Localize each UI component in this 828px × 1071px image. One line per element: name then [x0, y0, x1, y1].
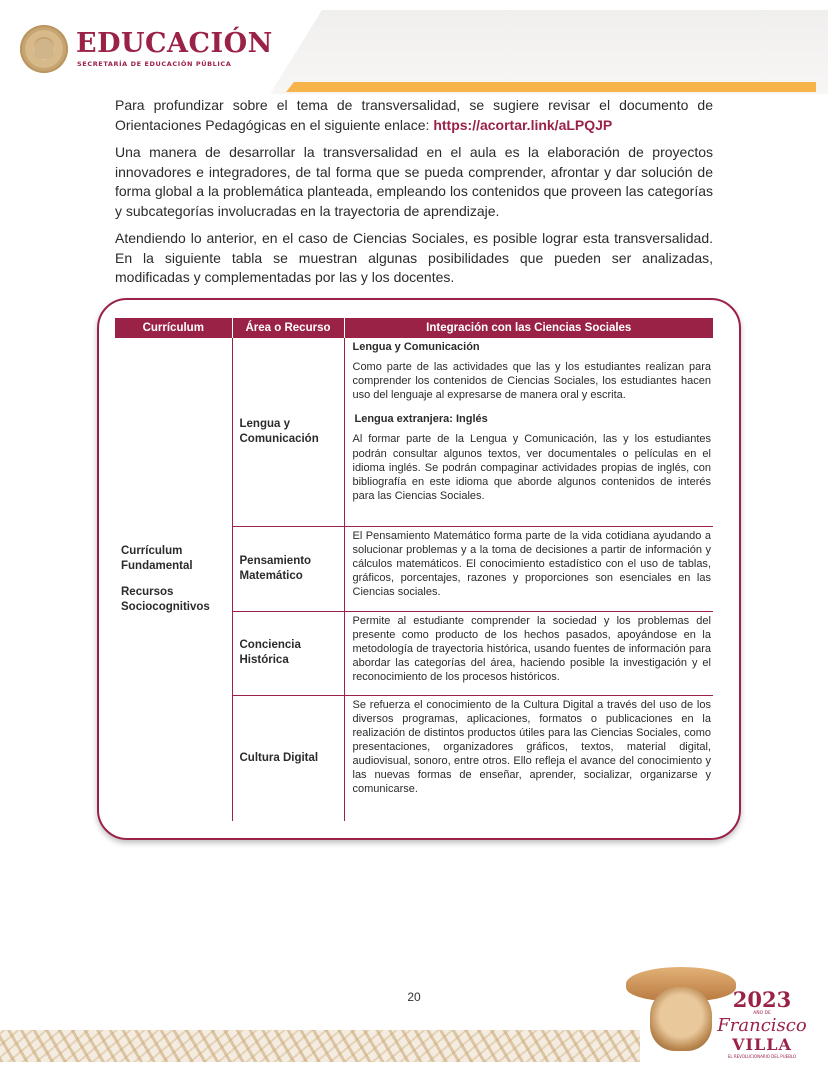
header-area: Área o Recurso: [232, 318, 344, 338]
table-row: [115, 338, 713, 526]
logo-francisco: Francisco: [717, 1015, 807, 1036]
brand-title: EDUCACIÓN: [76, 28, 273, 59]
subheading: Lengua extranjera: Inglés: [354, 413, 488, 426]
orientaciones-link[interactable]: https://acortar.link/aLPQJP: [433, 116, 613, 133]
curriculum-fundamental: Currículum Fundamental: [121, 545, 193, 572]
decorative-band-icon: [0, 1030, 640, 1062]
francisco-villa-logo-icon: [618, 965, 818, 1065]
area-cell: Pensamiento Matemático: [232, 526, 344, 611]
header-integration: Integración con las Ciencias Sociales: [344, 318, 713, 338]
header-curriculum: Currículum: [115, 318, 232, 338]
villa-portrait-icon: [650, 987, 712, 1051]
integration-table: [115, 318, 713, 821]
table-header-row: [115, 318, 713, 338]
logo-villa: VILLA: [732, 1035, 792, 1054]
recursos-sociocognitivos: Recursos Sociocognitivos: [121, 586, 210, 613]
integration-cell: El Pensamiento Matemático forma parte de la vida cotidiana ayudando a solucionar problemas y a la toma de decisiones a partir de información y cálculos matemáticos. El conocimiento estadístico con el uso de tablas, gráficos, porcentajes, razones y proporciones son esenciales en las Ciencias sociales.: [344, 526, 713, 611]
intro-paragraph-3: Atendiendo lo anterior, en el caso de Ciencias Sociales, es posible lograr esta transversalidad. En la siguiente tabla se muestran algunas posibilidades que pueden ser analizadas, modificadas y complementadas por las y los docentes.: [115, 230, 713, 286]
brand-subtitle: SECRETARÍA DE EDUCACIÓN PÚBLICA: [77, 60, 232, 68]
intro-paragraph-2: Una manera de desarrollar la transversalidad en el aula es la elaboración de proyectos innovadores e integradores, de tal forma que se pueda comprender, afrontar y dar solución de forma global a la problemática planteada, empleando los contenidos que proveen las categorías y subcategorías involucradas en la trayectoria de aprendizaje.: [115, 144, 713, 219]
subheading: Lengua y Comunicación: [352, 341, 480, 353]
area-cell: Lengua y Comunicación: [232, 338, 344, 526]
page-header: [0, 0, 828, 100]
header-gray-shape: [270, 10, 828, 94]
integration-cell: [344, 338, 713, 526]
curriculum-cell: [115, 338, 232, 821]
seal-icon: [20, 25, 68, 73]
area-cell: Conciencia Histórica: [232, 611, 344, 695]
intro-text: Para profundizar sobre el tema de transversalidad, se sugiere revisar el documento de Orientaciones Pedagógicas en el siguiente enlace:: [115, 97, 713, 133]
area-cell: Cultura Digital: [232, 695, 344, 821]
logo-tagline: EL REVOLUCIONARIO DEL PUEBLO: [727, 1054, 797, 1059]
logo-year: 2023: [732, 987, 792, 1012]
page-number: 20: [407, 990, 421, 1004]
integration-cell: Se refuerza el conocimiento de la Cultura Digital a través del uso de los diversos programas, aplicaciones, formatos o publicaciones en la realización de distintos productos útiles para las Ciencias Sociales, como presentaciones, organizadores gráficos, textos, material digital, audiovisual, sonoro, entre otros. Ello refleja el avance del conocimiento y las nuevas formas de enseñar, aprender, socializar, organizarse y comunicarse.: [352, 698, 711, 796]
integration-text: Al formar parte de la Lengua y Comunicación, las y los estudiantes podrán consultar algunos textos, ver documentales o películas en el idioma inglés. Se podrán compaginar actividades propias de inglés, con bibliografía en este idioma que aborde algunos contenidos de interés para las Ciencias Sociales.: [352, 433, 711, 502]
header-gold-stripe: [286, 82, 816, 92]
intro-paragraph-1: [115, 96, 713, 135]
integration-cell: Permite al estudiante comprender la sociedad y los problemas del presente como producto de los hechos pasados, apoyándose en la metodología de trayectoria histórica, usando fuentes de información para abordar las categorías del área, haciendo posible la investigación y el reconocimiento de los procesos históricos.: [344, 611, 713, 695]
integration-text: Como parte de las actividades que las y los estudiantes realizan para comprender los contenidos de Ciencias Sociales, los estudiantes hacen uso del lenguaje al expresarse de manera oral y escrita.: [352, 361, 711, 402]
logo-ano: AÑO DE: [753, 1011, 771, 1016]
